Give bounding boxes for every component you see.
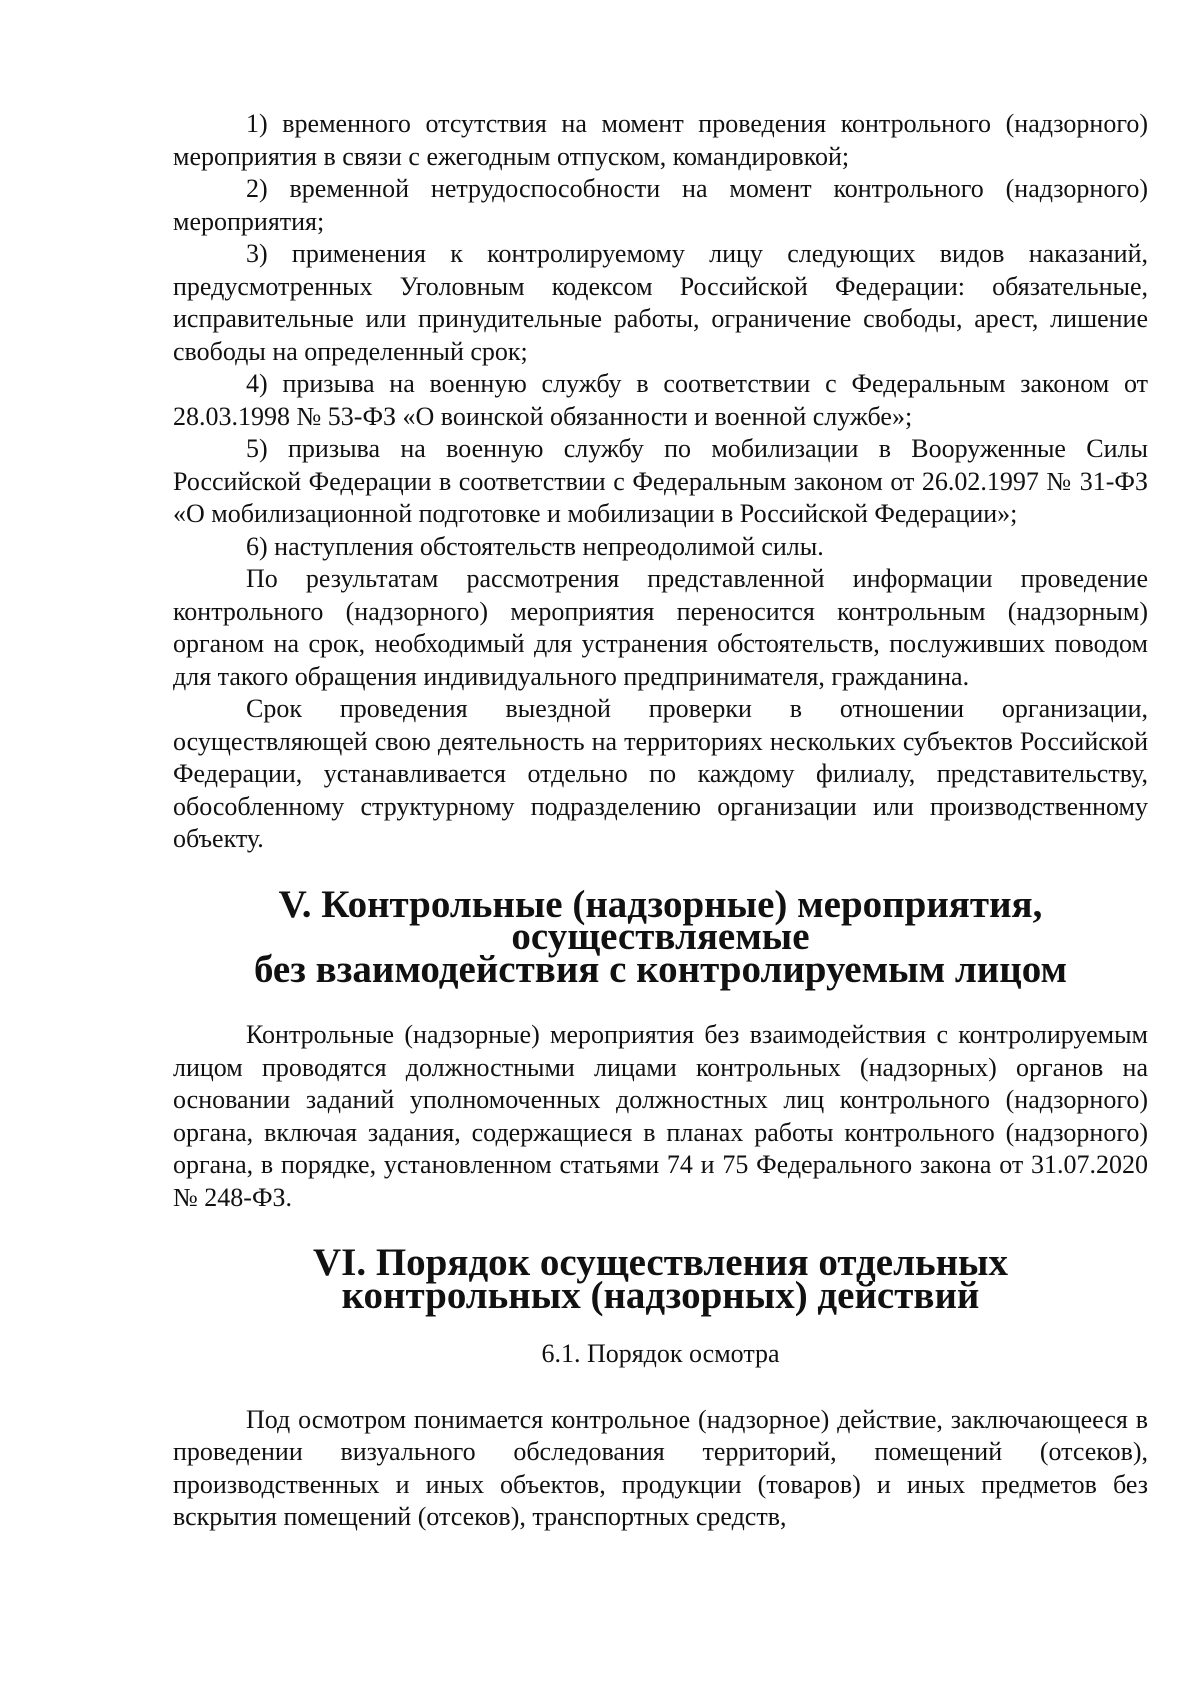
section-6-heading-line-1: VI. Порядок осуществления отдельных (312, 1241, 1008, 1284)
list-item: 5) призыва на военную службу по мобилизации в Вооруженные Силы Российской Федерации в соответствии с Федеральным законом от 26.02.1997 № 31-ФЗ «О мобилизационной подготовке и мобилизации в Российской Федерации»; (173, 434, 1148, 528)
spacer (173, 1371, 1148, 1404)
section-5-heading (173, 882, 1148, 991)
section-5-heading-line-2: без взаимодействия с контролируемым лицом (253, 947, 1068, 991)
list-item: 3) применения к контролируемому лицу следующих видов наказаний, предусмотренных Уголовным кодексом Российской Федерации: обязательные, исправительные или принудительные работы, ограничение свободы, арест, лишение свободы на определенный срок; (173, 239, 1148, 366)
list-item: 2) временной нетрудоспособности на момент контрольного (надзорного) мероприятия; (173, 174, 1148, 236)
subsection-6-1-title: 6.1. Порядок осмотра (541, 1339, 780, 1368)
list-item: 4) призыва на военную службу в соответствии с Федеральным законом от 28.03.1998 № 53-ФЗ «О воинской обязанности и военной службе»; (173, 369, 1148, 431)
postpone-paragraph: По результатам рассмотрения представленной информации проведение контрольного (надзорного) мероприятия переносится контрольным (надзорным) органом на срок, необходимый для устранения обстоятельств, послуживших поводом для такого обращения индивидуального предпринимателя, гражданина. (173, 564, 1148, 691)
inspection-definition-paragraph: Под осмотром понимается контрольное (надзорное) действие, заключающееся в проведении визуального обследования территорий, помещений (отсеков), производственных и иных объектов, продукции (товаров) и иных предметов без вскрытия помещений (отсеков), транспортных средств, (173, 1404, 1148, 1531)
section-6-heading (173, 1241, 1148, 1317)
section-5-heading-line-1: V. Контрольные (надзорные) мероприятия, осуществляемые (278, 882, 1043, 958)
list-item: 6) наступления обстоятельств непреодолимой силы. (246, 531, 824, 561)
document-page (173, 108, 1148, 1534)
section-5-paragraph: Контрольные (надзорные) мероприятия без взаимодействия с контролируемым лицом проводятся должностными лицами контрольных (надзорных) органов на основании заданий уполномоченных должностных лиц контрольного (надзорного) органа, включая задания, содержащиеся в планах работы контрольного (надзорного) органа, в порядке, установленном статьями 74 и 75 Федерального закона от 31.07.2020 № 248-ФЗ. (173, 1020, 1148, 1212)
spacer (173, 986, 1148, 1019)
list-item: 1) временного отсутствия на момент проведения контрольного (надзорного) мероприятия в связи с ежегодным отпуском, командировкой; (173, 109, 1148, 171)
section-6-heading-line-2: контрольных (надзорных) действий (341, 1273, 980, 1317)
inspection-term-paragraph: Срок проведения выездной проверки в отношении организации, осуществляющей свою деятельность на территориях нескольких субъектов Российской Федерации, устанавливается отдельно по каждому филиалу, представительству, обособленному структурному подразделению организации или производственному объекту. (173, 694, 1148, 853)
